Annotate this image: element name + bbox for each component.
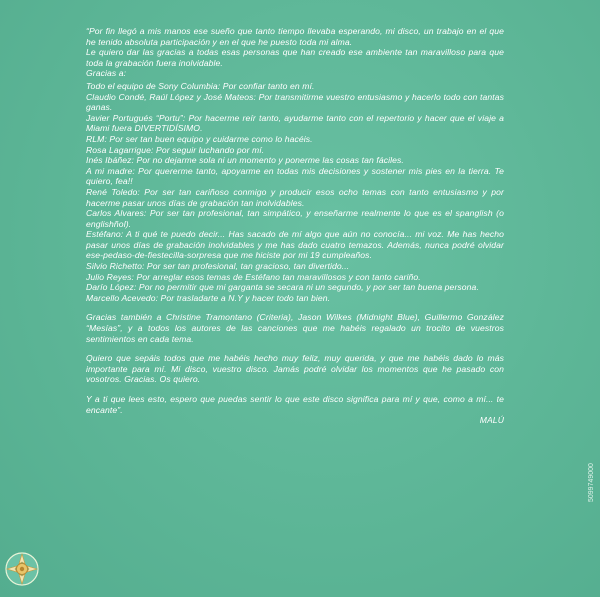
letter-intro: “Por fin llegó a mis manos ese sueño que tanto tiempo llevaba esperando, mi disco, un trabajo en el que he tenido absoluta participación y en el que he puesto toda mi alma. xyxy=(86,26,504,47)
letter-also-thanks: Gracias también a Christine Tramontano (Criteria), Jason Wilkes (Midnight Blue), Guillermo González “Mesías”, y a todos los autores de las canciones que me habéis regalado un trocito de vuestros sentimientos en cada tema. xyxy=(86,312,504,344)
emblem-logo-icon xyxy=(4,551,40,587)
ack-item: Estéfano: A ti qué te puedo decir... Has sacado de mí algo que aún no conocía... mi voz. Me has hecho pasar unos días de grabación inolvidables y me has dado cuatro temazos. Además, nunca podré olvidar ese-pedaso-de-fiestecilla-sorpresa que me hiciste por mi 19 cumpleaños. xyxy=(86,229,504,261)
letter-text xyxy=(86,26,504,426)
ack-item: Rosa Lagarrigue: Por seguir luchando por mí. xyxy=(86,144,265,155)
ack-item: Carlos Alvares: Por ser tan profesional, tan simpático, y enseñarme realmente lo que es el spanglish (o englishñol). xyxy=(86,208,504,229)
ack-item: A mi madre: Por quererme tanto, apoyarme en todas mis decisiones y sostener mis pies en la tierra. Te quiero, fea!! xyxy=(86,165,504,187)
ack-item: Darío López: Por no permitir que mi garganta se secara ni un segundo, y por ser tan buena persona. xyxy=(86,282,479,293)
ack-item: René Toledo: Por ser tan cariñoso conmigo y producir esos ocho temas con tanto entusiasmo y por hacerme pasar unos días de grabación tan inolvidables. xyxy=(86,186,504,208)
ack-item: Todo el equipo de Sony Columbia: Por confiar tanto en mí. xyxy=(86,80,315,91)
ack-item: Marcello Acevedo: Por trasladarte a N.Y y hacer todo tan bien. xyxy=(86,292,331,303)
signature: MALÚ xyxy=(479,415,504,426)
catalog-number: 5099749000 xyxy=(588,463,595,502)
ack-item: Julio Reyes: Por arreglar esos temas de Estéfano tan maravillosos y con tanto cariño. xyxy=(86,271,421,282)
ack-item: Inés Ibáñez: Por no dejarme sola ni un momento y ponerme las cosas tan fáciles. xyxy=(86,155,404,166)
letter-thanks-intro: Le quiero dar las gracias a todas esas personas que han creado ese ambiente tan maravilloso para que toda la grabación fuera inolvidable. xyxy=(86,47,504,68)
ack-item: RLM: Por ser tan buen equipo y cuidarme como lo hacéis. xyxy=(86,133,313,144)
ack-item: Claudio Condé, Raúl López y José Mateos: Por transmitirme vuestro entusiasmo y hacerlo todo con tantas ganas. xyxy=(86,91,504,113)
letter-gracias-heading: Gracias a: xyxy=(86,68,127,79)
letter-closing: Quiero que sepáis todos que me habéis hecho muy feliz, muy querida, y que me habéis dado lo más importante para mí. Mi disco, vuestro disco. Jamás podré olvidar los momentos que he pasado con vosotros. Gracias. Os quiero. xyxy=(86,353,504,385)
letter-to-reader: Y a ti que lees esto, espero que puedas sentir lo que este disco significa para mí y que, como a mí... te encante”. xyxy=(86,394,504,415)
ack-item: Silvio Richetto: Por ser tan profesional, tan gracioso, tan divertido... xyxy=(86,261,350,272)
ack-item: Javier Portugués “Portu”: Por hacerme reír tanto, ayudarme tanto con el repertorio y hacer que el viaje a Miami fuera DIVERTIDÍSIMO. xyxy=(86,112,504,134)
